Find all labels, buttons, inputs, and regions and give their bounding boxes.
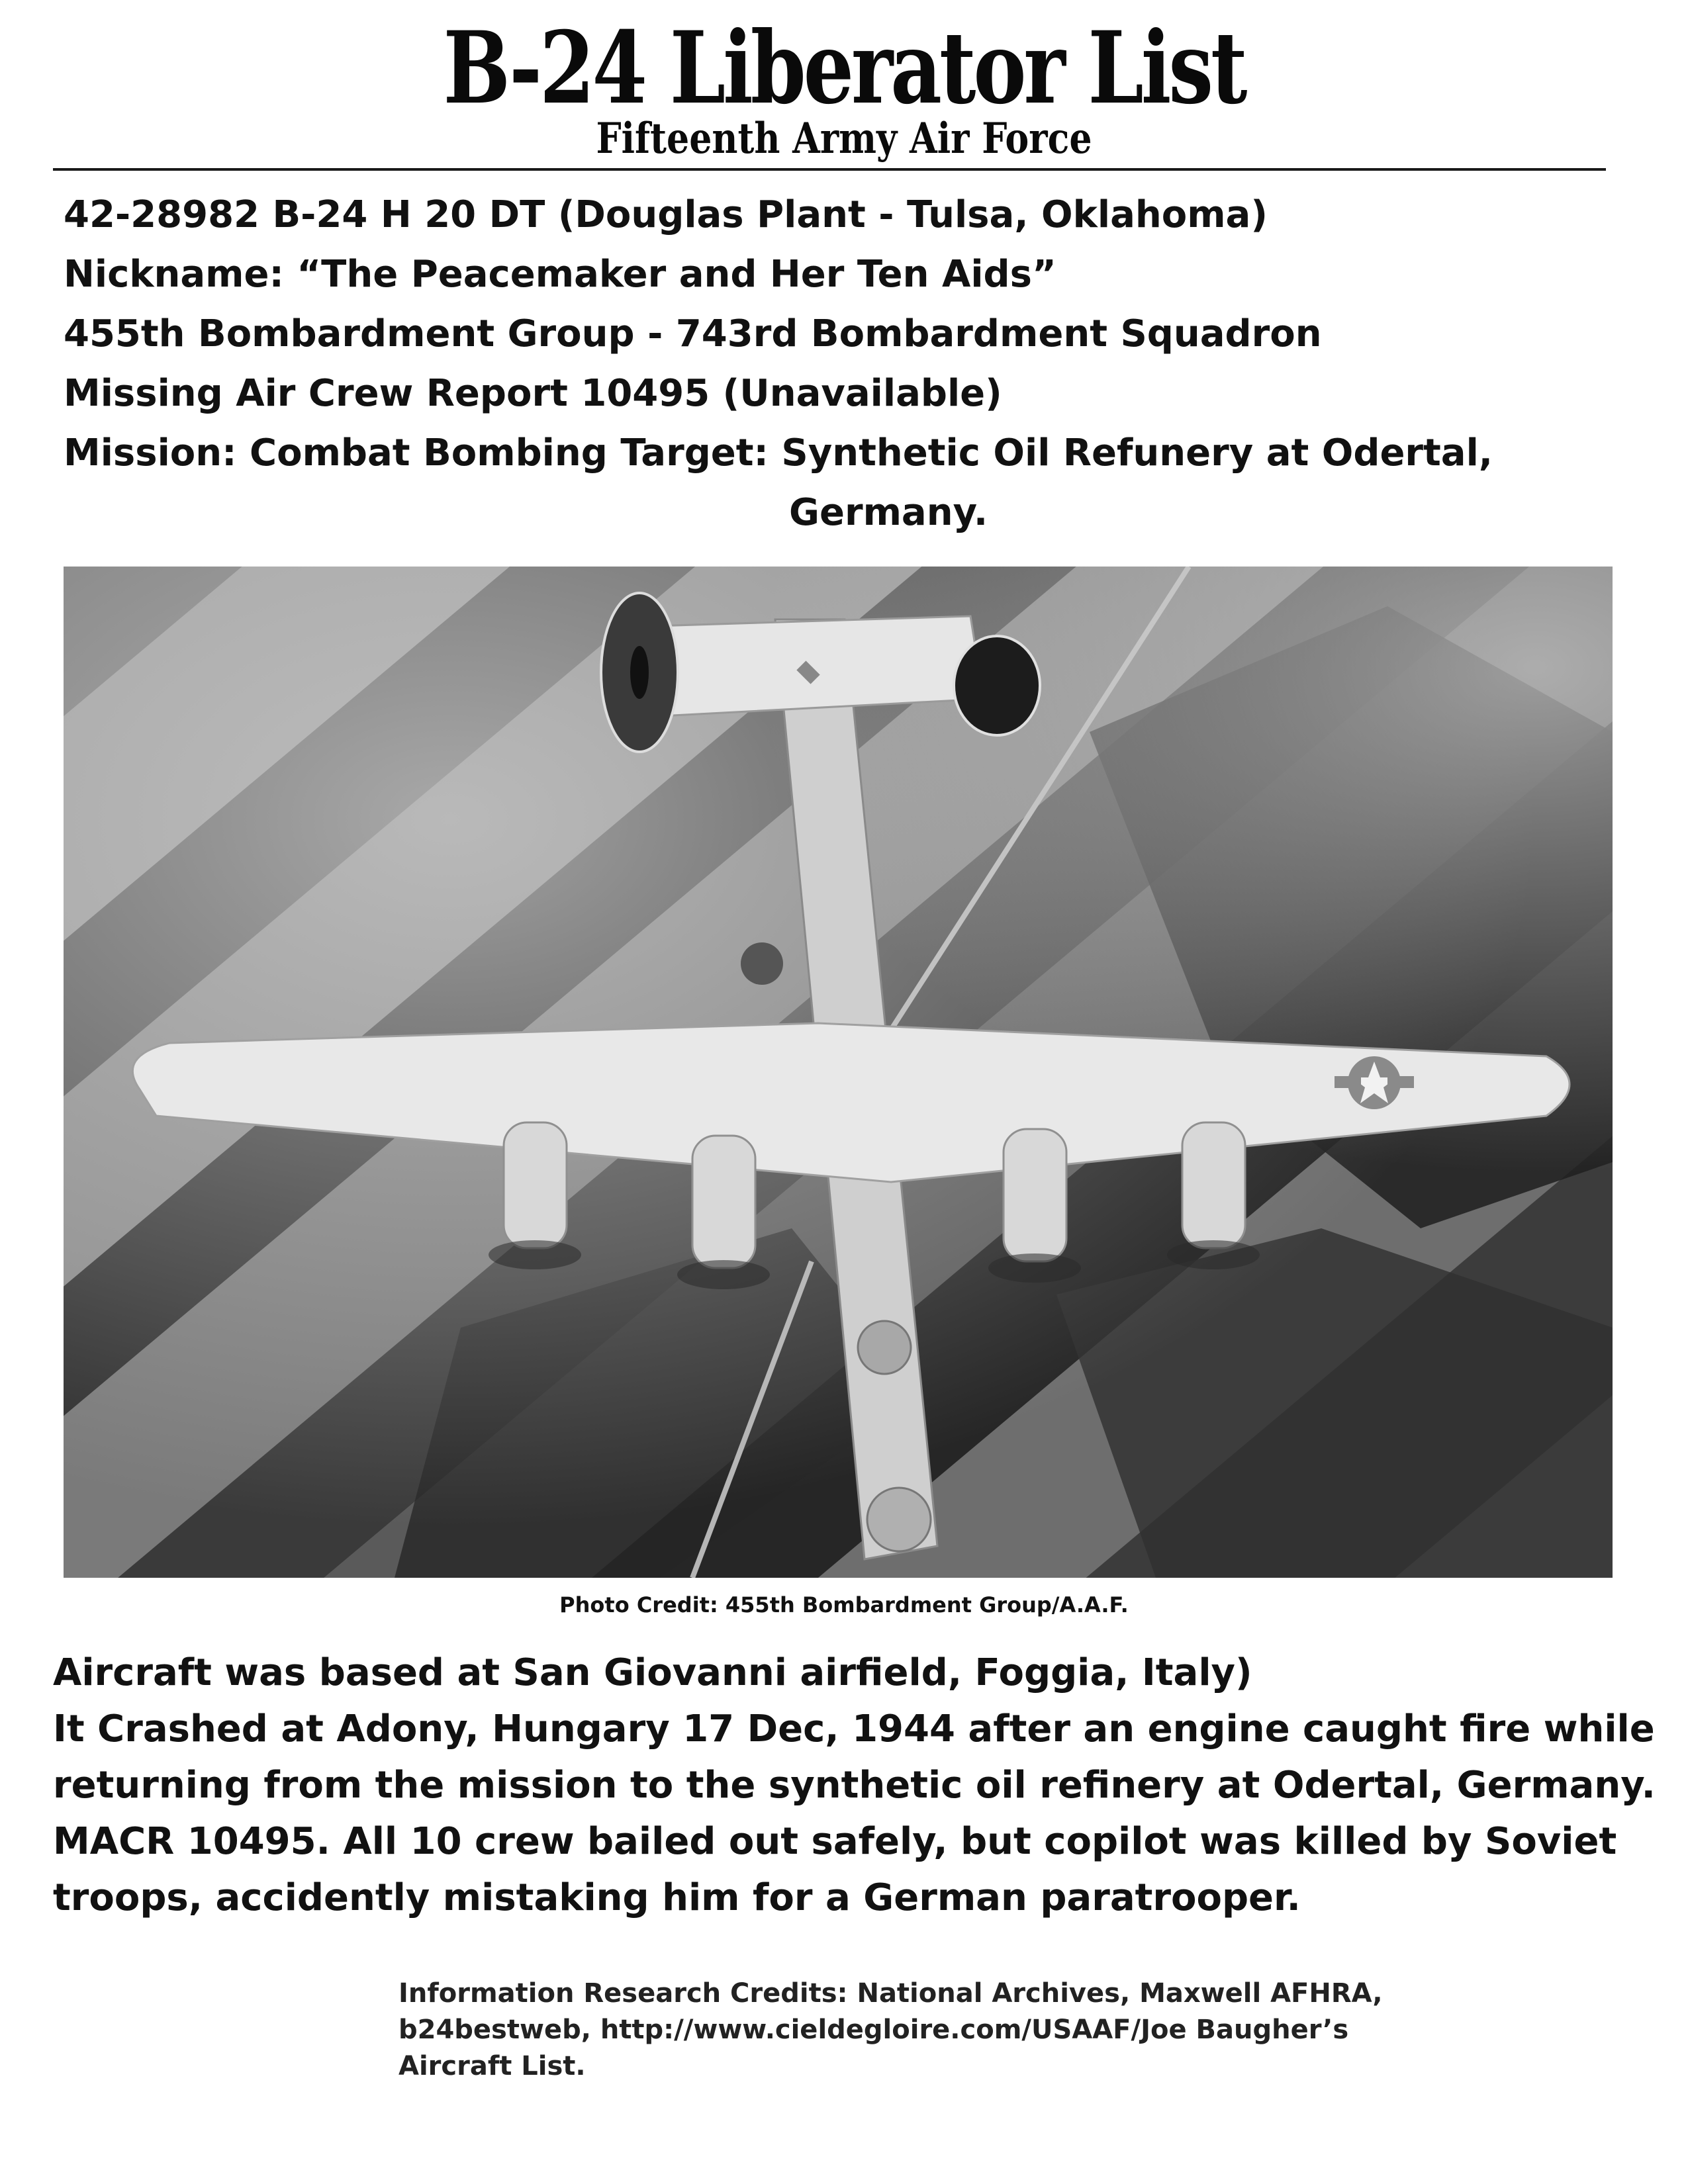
narrative-line: troops, accidently mistaking him for a German paratrooper. [53,1876,1301,1919]
page-title: B-24 Liberator List [443,10,1245,126]
mission-line: Mission: Combat Bombing Target: Synthetic Oil Refunery at Odertal, [64,432,1493,475]
narrative-line: MACR 10495. All 10 crew bailed out safely, but copilot was killed by Soviet [53,1820,1617,1863]
header-divider [53,168,1606,171]
narrative-line: returning from the mission to the synthetic oil refinery at Odertal, Germany. [53,1764,1656,1807]
mission-line-continued: Germany. [789,491,988,534]
photo-credit: Photo Credit: 455th Bombardment Group/A.A.F. [559,1592,1129,1617]
aircraft-photo [64,567,1613,1578]
page-subtitle: Fifteenth Army Air Force [596,114,1092,163]
research-credits-line: Information Research Credits: National Archives, Maxwell AFHRA, [399,1978,1383,2009]
aircraft-info-block [64,185,1652,543]
unit-line: 455th Bombardment Group - 743rd Bombardment Squadron [64,312,1322,355]
narrative-block [53,1645,1668,1926]
macr-line: Missing Air Crew Report 10495 (Unavailable) [64,372,1002,415]
serial-line: 42-28982 B-24 H 20 DT (Douglas Plant - Tulsa, Oklahoma) [64,193,1268,236]
research-credits-line: b24bestweb, http://www.cieldegloire.com/USAAF/Joe Baugher’s [399,2015,1349,2045]
aerial-photo-illustration [64,567,1613,1578]
research-credits-line: Aircraft List. [399,2051,586,2081]
narrative-line: Aircraft was based at San Giovanni airfield, Foggia, Italy) [53,1651,1252,1694]
narrative-line: It Crashed at Adony, Hungary 17 Dec, 1944 after an engine caught fire while [53,1707,1655,1751]
research-credits [399,1976,1391,2085]
nickname-line: Nickname: “The Peacemaker and Her Ten Aids” [64,253,1056,296]
